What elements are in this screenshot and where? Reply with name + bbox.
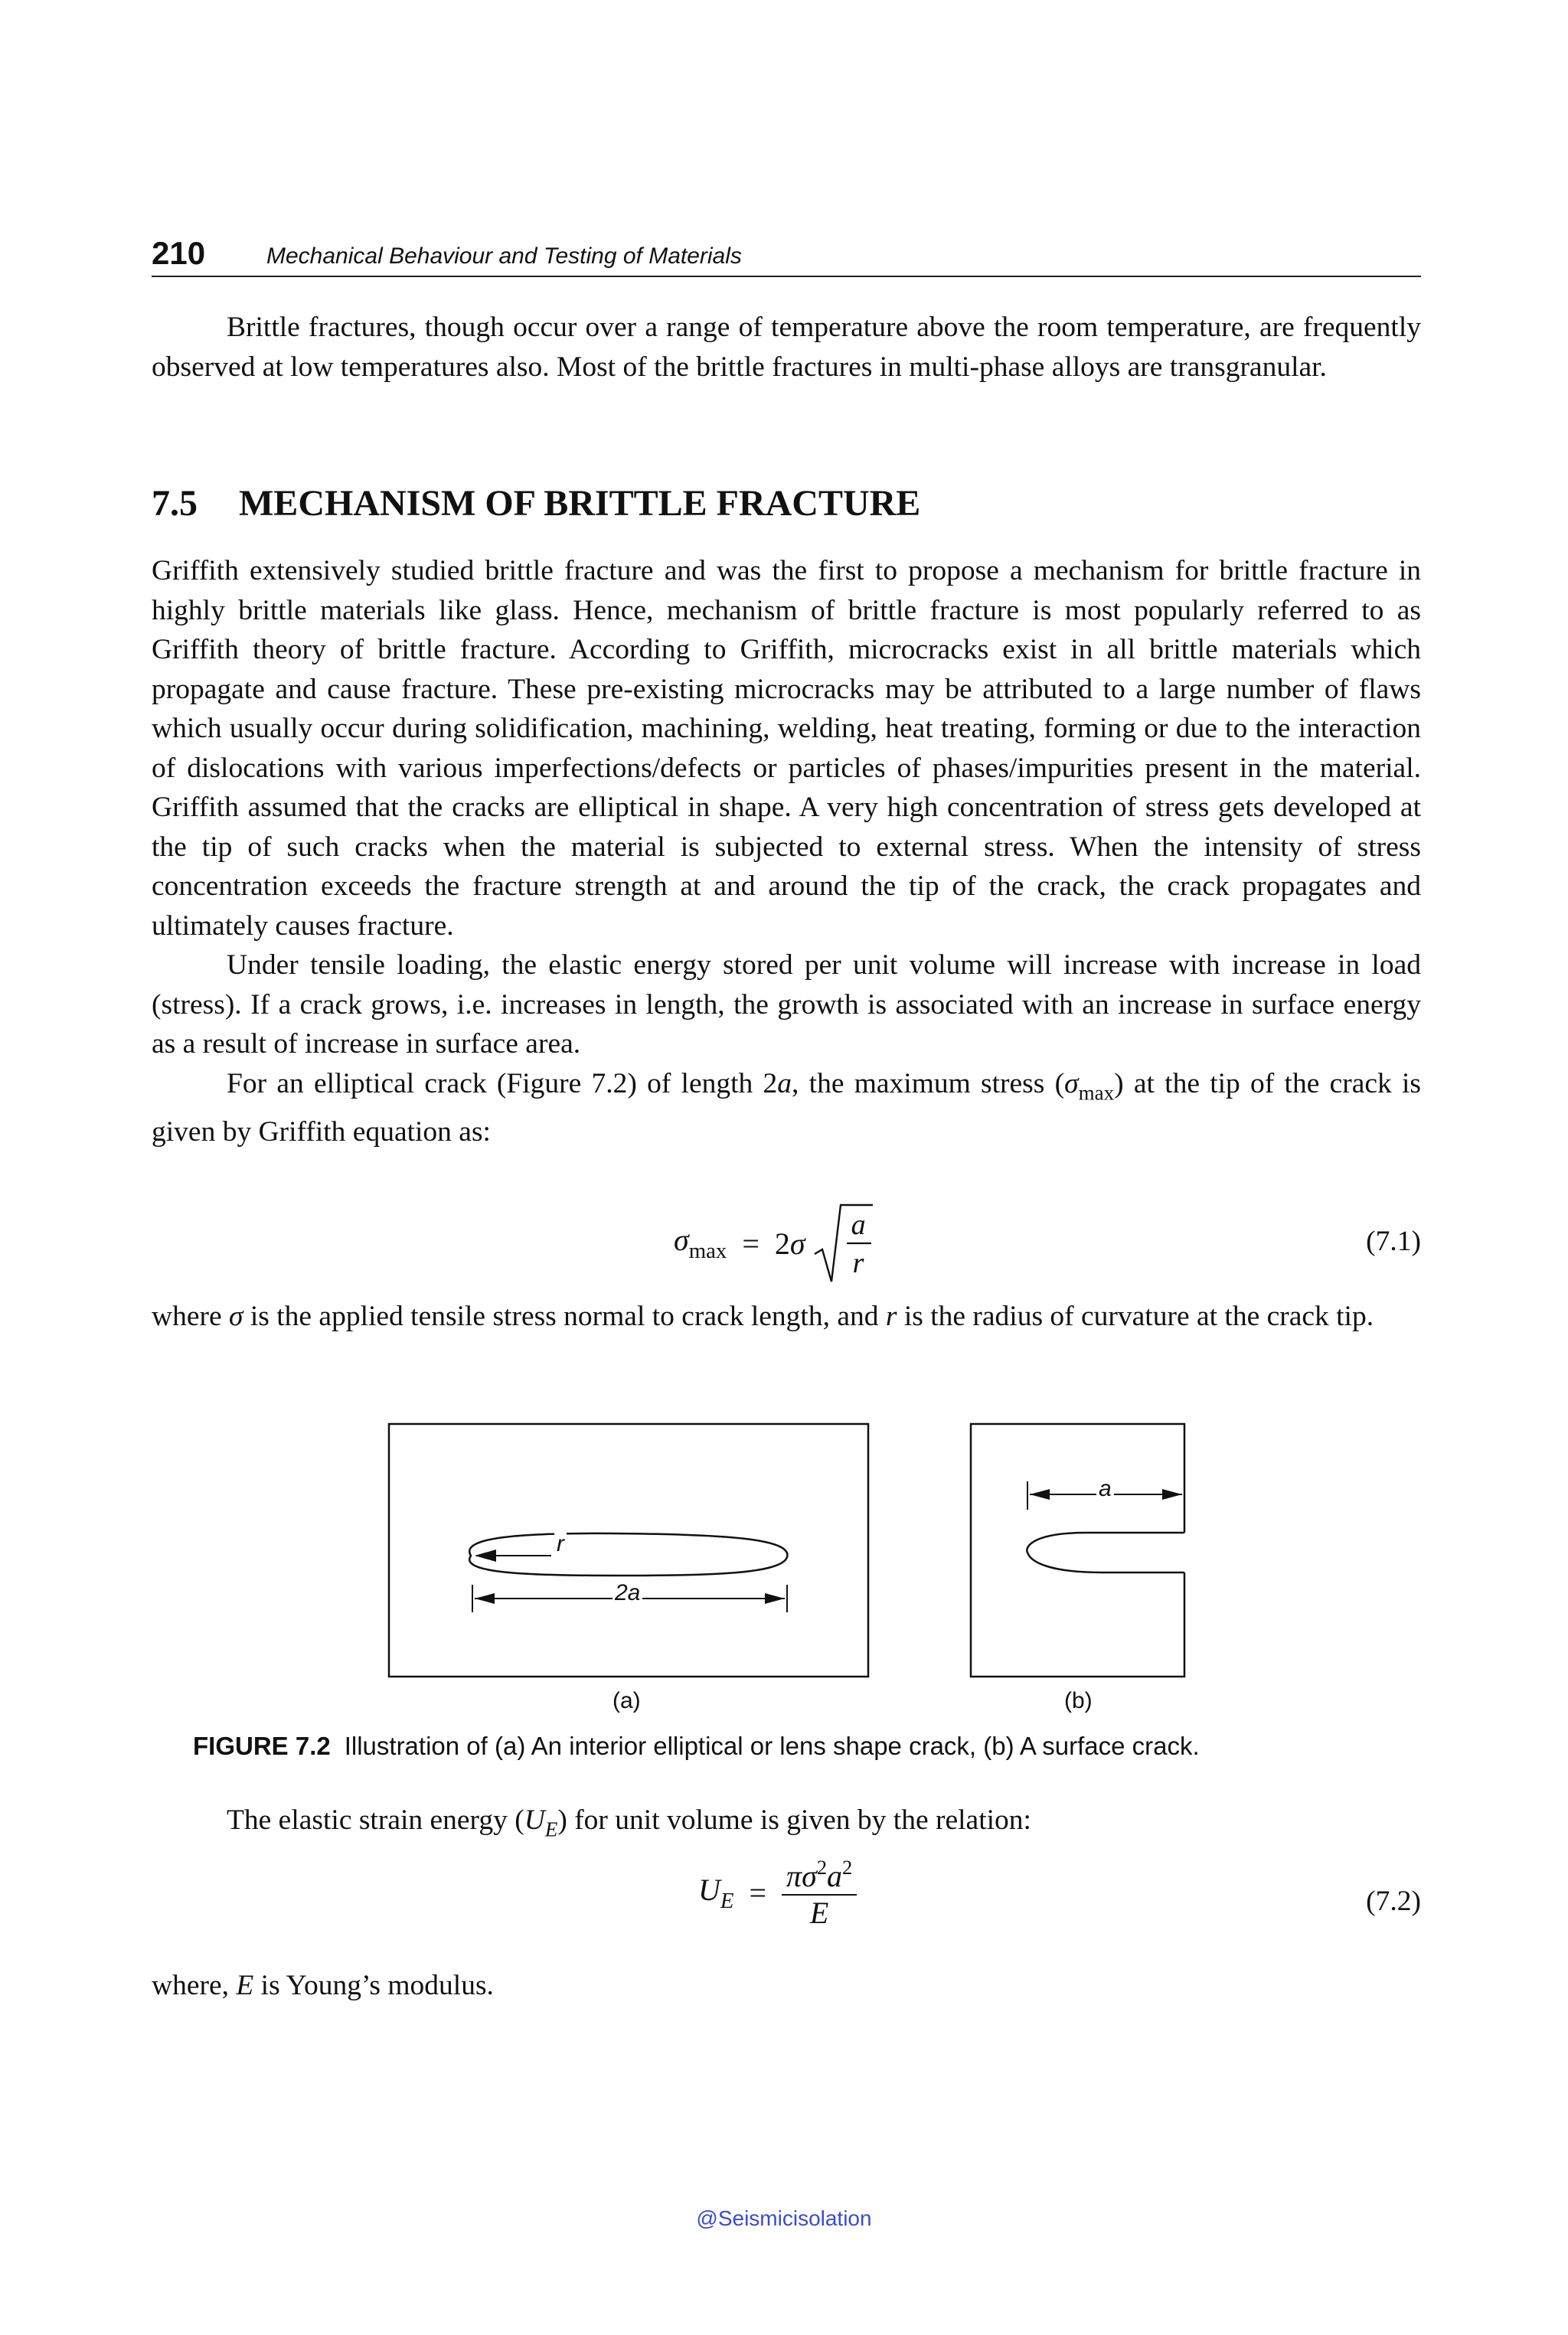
eq1-sqrt <box>813 1203 874 1283</box>
eq2-sub-e: E <box>720 1889 734 1914</box>
section-number: 7.5 <box>152 483 198 524</box>
intro-paragraph-block <box>152 308 1421 387</box>
equation-7-2 <box>698 1856 857 1931</box>
equation-7-1 <box>674 1203 874 1283</box>
panel-b-frame <box>971 1424 1184 1677</box>
energy-sentence: The elastic strain energy $(U_E)$ for unit volume is given by the relation: <box>227 1804 1031 1841</box>
dim-a-right-arrowhead-icon <box>1162 1489 1182 1500</box>
eq1-coef: 2σ <box>774 1226 805 1261</box>
eq2-u: U <box>698 1873 720 1908</box>
label-2a: 2a <box>612 1580 642 1606</box>
page-header <box>152 231 1421 277</box>
section-title: MECHANISM OF BRITTLE FRACTURE <box>239 483 921 524</box>
surface-crack <box>1027 1533 1184 1572</box>
subfigure-a-label: (a) <box>612 1688 641 1713</box>
section-body <box>152 551 1421 1152</box>
eq2-fraction <box>782 1856 857 1931</box>
panel-a-frame <box>389 1424 868 1677</box>
eq2-denominator: E <box>809 1895 829 1930</box>
dim-a-left-arrowhead-icon <box>1030 1489 1050 1500</box>
figure-caption <box>193 1732 1200 1761</box>
section-heading <box>152 481 920 527</box>
radius-arrowhead-icon <box>475 1550 496 1562</box>
eq2-equals: = <box>749 1876 767 1911</box>
where-paragraph-1: where σ is the applied tensile stress normal to crack length, and r is the radius of curvature at the crack tip. <box>152 1301 1374 1332</box>
section-paragraph-1: Griffith extensively studied brittle fracture and was the first to propose a mechanism for brittle fracture in highly brittle materials like glass. Hence, mechanism of brittle fracture is most popularly referred to as Griffith theory of brittle fracture. According to Griffith, microcracks exist in all brittle materials which propagate and cause fracture. These pre-existing microcracks may be attributed to a large number of flaws which usually occur during solidification, machining, welding, heat treating, forming or due to the interaction of dislocations with various imperfections/defects or particles of phases/impurities present in the material. Griffith assumed that the cracks are elliptical in shape. A very high concentration of stress gets developed at the tip of such cracks when the material is subjected to external stress. When the intensity of stress concentration exceeds the fracture strength at and around the tip of the crack, the crack propagates and ultimately causes fracture. <box>152 555 1421 942</box>
dim-2a-left-arrowhead-icon <box>475 1593 495 1604</box>
where-paragraph-2: where, E is Young’s modulus. <box>152 1970 494 2001</box>
intro-paragraph: Brittle fractures, though occur over a range of temperature above the room temperature, are frequently observed at low temperatures also. Most of the brittle fractures in multi-phase alloys are transgranular. <box>152 312 1421 383</box>
figure-caption-label: FIGURE 7.2 <box>193 1732 331 1760</box>
eq1-denominator: r <box>852 1247 864 1279</box>
eq1-sigma: σ <box>674 1223 689 1258</box>
label-a: a <box>1096 1476 1114 1502</box>
subfigure-b-label: (b) <box>1064 1688 1093 1713</box>
eq1-numerator: a <box>851 1209 866 1241</box>
figure-caption-text: Illustration of (a) An interior elliptical or lens shape crack, (b) A surface crack. <box>344 1732 1200 1760</box>
watermark: @Seismicisolation <box>696 2206 872 2230</box>
label-r: r <box>554 1531 567 1557</box>
running-title: Mechanical Behaviour and Testing of Materials <box>266 243 742 269</box>
equation-7-2-number: (7.2) <box>1366 1886 1421 1917</box>
page-number: 210 <box>152 235 206 271</box>
eq1-equals: = <box>742 1226 760 1261</box>
eq2-numerator: $\pi\sigma^2a^2$ <box>782 1856 857 1896</box>
elliptical-crack <box>469 1533 787 1576</box>
dim-2a-right-arrowhead-icon <box>765 1593 785 1604</box>
section-paragraph-3: For an elliptical crack (Figure 7.2) of length 2a, the maximum stress $(\sigma_{max})$ at the tip of the crack is given by Griffith equation as: <box>152 1067 1422 1148</box>
eq1-sub-max: max <box>688 1239 727 1264</box>
equation-7-1-number: (7.1) <box>1366 1226 1421 1257</box>
section-paragraph-2: Under tensile loading, the elastic energy stored per unit volume will increase with increase in load (stress). If a crack grows, i.e. increases in length, the growth is associated with an increase in surface energy as a result of increase in surface area. <box>152 949 1421 1060</box>
